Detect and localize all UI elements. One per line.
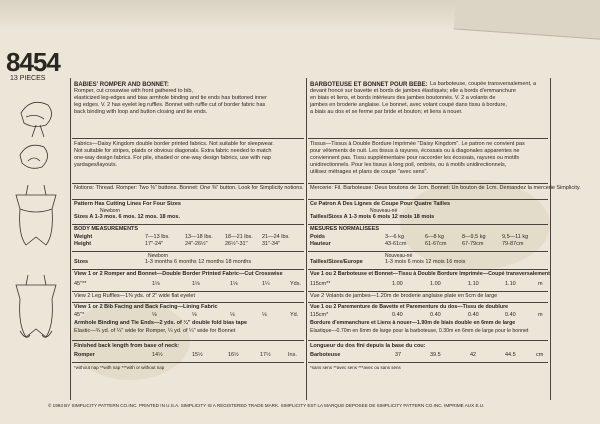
romper-sketch-2 bbox=[16, 285, 56, 337]
rule bbox=[308, 199, 548, 200]
vue1-metrage: 1.10 bbox=[505, 281, 516, 287]
rule bbox=[72, 269, 304, 270]
mesures-fr: MESURES NORMALISEES bbox=[310, 226, 380, 232]
notions-en: Notions: Thread. Romper: Two ⅜" buttons. Bonnet: One ⅜" button. Look for Simplicity notions. bbox=[74, 185, 304, 191]
weight-value: 18—21 lbs. bbox=[225, 234, 253, 240]
barboteuse-label: Barboteuse bbox=[310, 352, 341, 358]
hauteur-value: 67-79cm bbox=[462, 241, 484, 247]
romper-length: 16½ bbox=[228, 352, 239, 358]
desc-en-line: back binding with loop and button closing and tie ends. bbox=[74, 109, 208, 115]
bib-yardage: ⅛ bbox=[262, 312, 267, 318]
fabrics-en-line: yardages/layouts. bbox=[74, 162, 118, 168]
bib-yardage: ⅛ bbox=[192, 312, 197, 318]
poids-label: Poids bbox=[310, 234, 325, 240]
sizes-label: Sizes bbox=[74, 259, 89, 265]
desc-en-line: Romper, cut crosswise with front gathered to bib, bbox=[74, 88, 193, 94]
parement-metrage: 0.40 bbox=[468, 312, 479, 318]
rule bbox=[72, 291, 304, 292]
fabrics-en-line: Not suitable for stripes, plaids or obvious diagonals. Extra fabric needed to match bbox=[74, 148, 272, 154]
view2-ruffles: View 2 Leg Ruffles—1⅜ yds. of 2" wide flat eyelet bbox=[74, 293, 195, 299]
vue1-width: 115cm** bbox=[310, 281, 331, 287]
garment-sketches bbox=[6, 85, 66, 385]
tissus-fr-line: utilisez métrages et plans de coupe "avec sens". bbox=[310, 169, 428, 175]
desc-en-line: elasticized leg-edges and bias armhole binding and tie ends has buttoned inner bbox=[74, 95, 267, 101]
tissus-fr-line: conviennent pas. Tissu supplémentaire pour raccorder les écossais, rayures ou motifs bbox=[310, 155, 520, 161]
barboteuse-length: 42 bbox=[470, 352, 477, 358]
view1-yardage: 1⅛ bbox=[192, 281, 200, 287]
pieces-count: 13 PIECES bbox=[10, 75, 46, 82]
footnote-en: *without nap **with nap ***with or without nap bbox=[74, 365, 165, 370]
tailles-row: 1-3 mois 6 mois 12 mois 16 mois bbox=[385, 259, 466, 265]
mercerie-fr: Mercerie: Fil. Barboteuse: Deux boutons de 1cm. Bonnet: Un bouton de 1cm. Demandez la mercerie Simplicity. bbox=[310, 185, 581, 191]
tissus-fr-line: Tissus—Tissus à Double Bordure Imprimée "Daisy Kingdom". Le patron ne convient pas bbox=[310, 141, 525, 147]
hauteur-value: 79-87cm bbox=[502, 241, 524, 247]
frame-center bbox=[306, 78, 307, 400]
weight-value: 21—24 lbs. bbox=[262, 234, 290, 240]
desc-fr-line: devant froncé sur bavette et bords de jambes élastiqués; elle a bords d'emmanchure bbox=[310, 88, 516, 94]
rule bbox=[308, 340, 548, 341]
parement-metrage: 0.40 bbox=[430, 312, 441, 318]
romper-length: 14½ bbox=[152, 352, 163, 358]
view1-unit: Yds. bbox=[290, 281, 302, 287]
pattern-number: 8454 bbox=[6, 47, 60, 77]
view12-bib: View 1 or 2 Bib Facing and Back Facing—Lining Fabric bbox=[74, 304, 218, 310]
parement-unit: m bbox=[538, 312, 543, 318]
rule bbox=[308, 224, 548, 225]
fabrics-en-line: one-way design fabrics. For pile, shaded or one-way design fabrics, use with nap bbox=[74, 155, 271, 161]
rule bbox=[308, 251, 548, 252]
height-value: 31"-34" bbox=[262, 241, 280, 247]
romper-length: 15½ bbox=[192, 352, 203, 358]
weight-value: 7—13 lbs. bbox=[145, 234, 170, 240]
view1-yardage: 1⅛ bbox=[230, 281, 238, 287]
desc-fr-line: jambes en broderie anglaise. Le bonnet, avec volant coupé dans tissu à bordure, bbox=[310, 102, 507, 108]
armhole-binding: Armhole Binding and Tie Ends—2 yds. of ¼" double fold bias tape bbox=[74, 320, 248, 326]
paper-stain bbox=[400, 180, 550, 270]
sizes-row: 1-3 months 6 months 12 months 18 months bbox=[145, 259, 252, 265]
desc-fr-line: a biais au dos et se ferme par bride et bouton; et liens à nouer. bbox=[310, 109, 463, 115]
rule bbox=[308, 291, 548, 292]
rule bbox=[72, 251, 304, 252]
desc-fr-line: en biais et liens, et bords intérieurs des jambes boutonnés. V. 2 a volants de bbox=[310, 95, 496, 101]
rule bbox=[72, 183, 304, 184]
height-label: Height bbox=[74, 241, 92, 247]
sizes-a-newborn: Newborn bbox=[100, 208, 121, 214]
finished-length-en: Finished back length from base of neck: bbox=[74, 343, 180, 349]
frame-left bbox=[70, 78, 71, 400]
poids-value: 9,5—11 kg bbox=[502, 234, 529, 240]
height-value: 26½"-31" bbox=[225, 241, 248, 247]
vue1-metrage: 1.00 bbox=[392, 281, 403, 287]
bordure-emmanchure: Bordure d'emmanchure et Liens à nouer—1.90m de biais double en 6mm de large bbox=[310, 320, 516, 326]
tailles-a-fr: Tailles/Sizes A 1-3 mois 6 mois 12 mois 18 mois bbox=[310, 214, 435, 220]
bonnet-sketch-back bbox=[20, 145, 48, 168]
body-measurements-en: BODY MEASUREMENTS bbox=[74, 226, 139, 232]
view1-yardage: 1⅛ bbox=[152, 281, 160, 287]
bib-yardage: ⅛ bbox=[230, 312, 235, 318]
poids-value: 3—6 kg bbox=[385, 234, 404, 240]
bib-width: 45"* bbox=[74, 312, 85, 318]
rule bbox=[72, 224, 304, 225]
tailles-nouveau-ne: Nouveau-né bbox=[385, 253, 413, 259]
rule bbox=[308, 138, 548, 139]
coupe-fr: Ce Patron A Des Lignes de Coupe Pour Quatre Tailles bbox=[310, 201, 451, 207]
vue2-volants: Vue 2 Volants de jambes—1.20m de broderie anglaise plate en 5cm de large bbox=[310, 293, 498, 299]
vue1-title: Vue 1 ou 2 Barboteuse et Bonnet—Tissu à Double Bordure Imprimée—Coupé transversalement bbox=[310, 271, 550, 277]
bib-unit: Yd. bbox=[290, 312, 299, 318]
rule bbox=[72, 302, 304, 303]
tissus-fr-line: pour vêtements de nuit. Les tissus à rayures, écossais ou à diagonales apparentes ne bbox=[310, 148, 520, 154]
copyright-line: © 1993 BY SIMPLICITY PATTERN CO.INC. PRINTED IN U.S.A. SIMPLICITY IS A REGISTERED TRADE MARK. SIMPLICITY EST LA MARQUE DEPOSEE DE SIMPLICITY PATTERN CO.INC. IMPRIME AUX E.U. bbox=[48, 403, 485, 408]
bonnet-sketch-front bbox=[21, 102, 52, 126]
hauteur-value: 61-67cm bbox=[425, 241, 447, 247]
rule bbox=[308, 183, 548, 184]
title-fr: BARBOTEUSE ET BONNET POUR BEBE: bbox=[310, 82, 428, 88]
rule bbox=[72, 199, 304, 200]
view1-yardage: 1¼ bbox=[262, 281, 270, 287]
romper-sketch-1 bbox=[16, 195, 56, 245]
height-value: 17"-24" bbox=[145, 241, 163, 247]
barboteuse-length: 39.5 bbox=[430, 352, 441, 358]
vue12-parement: Vue 1 ou 2 Parementure de Bavette et Parementure du dos—Tissu de doublure bbox=[310, 304, 509, 310]
rule bbox=[308, 269, 548, 270]
hauteur-value: 43-61cm bbox=[385, 241, 407, 247]
fabrics-en-line: Fabrics—Daisy Kingdom double border printed fabrics. Not suitable for sleepwear. bbox=[74, 141, 274, 147]
longueur-fr: Longueur du dos fini depuis la base du cou: bbox=[310, 343, 426, 349]
parement-width: 115cm* bbox=[310, 312, 329, 318]
sizes-a-en: Sizes A 1-3 mos. 6 mos. 12 mos. 18 mos. bbox=[74, 214, 180, 220]
cutting-lines-en: Pattern Has Cutting Lines For Four Sizes bbox=[74, 201, 181, 207]
poids-value: 8—9,5 kg bbox=[462, 234, 486, 240]
poids-value: 6—8 kg bbox=[425, 234, 444, 240]
rule bbox=[72, 340, 304, 341]
barboteuse-length: 44.5 bbox=[505, 352, 516, 358]
sizes-newborn: Newborn bbox=[148, 253, 169, 259]
elastic-en: Elastic—¾ yd. of ¼" wide for Romper, ¼ yd. of ¼" wide for Bonnet bbox=[74, 328, 236, 334]
view1-title: View 1 or 2 Romper and Bonnet—Double Border Printed Fabric—Cut Crosswise bbox=[74, 271, 283, 277]
elastique-fr: Elastique—0.70m en 6mm de large pour la barboteuse, 0.30m en 6mm de large pour le bonnet bbox=[310, 328, 529, 334]
tissus-fr-line: unidirectionnels. Pour les tissus à long poil, ombrés, ou à motifs unidirectionnels, bbox=[310, 162, 507, 168]
rule bbox=[72, 362, 304, 363]
barboteuse-unit: cm bbox=[536, 352, 544, 358]
tailles-a-nouveau-ne: Nouveau-né bbox=[370, 208, 398, 214]
frame-right bbox=[550, 78, 551, 400]
height-value: 24"-26½" bbox=[185, 241, 208, 247]
envelope-flap bbox=[454, 0, 600, 41]
bib-yardage: ⅛ bbox=[152, 312, 157, 318]
parement-metrage: 0.40 bbox=[392, 312, 403, 318]
romper-label: Romper bbox=[74, 352, 95, 358]
romper-length: 17½ bbox=[260, 352, 271, 358]
tailles-label: Tailles/Sizes/Europe bbox=[310, 259, 363, 265]
rule bbox=[72, 138, 304, 139]
vue1-unit: m bbox=[538, 281, 543, 287]
footnote-fr: *sans sens **avec sens ***avec ou sans sens bbox=[310, 365, 401, 370]
barboteuse-length: 37 bbox=[395, 352, 402, 358]
view1-width: 45"** bbox=[74, 281, 87, 287]
desc-en-line: leg edges. V. 2 has eyelet leg ruffles. Bonnet with ruffle cut of border fabric has bbox=[74, 102, 266, 108]
title-en: BABIES' ROMPER AND BONNET: bbox=[74, 82, 169, 88]
weight-value: 13—18 lbs. bbox=[185, 234, 213, 240]
rule bbox=[308, 362, 548, 363]
weight-label: Weight bbox=[74, 234, 93, 240]
vue1-metrage: 1.00 bbox=[430, 281, 441, 287]
hauteur-label: Hauteur bbox=[310, 241, 331, 247]
vue1-metrage: 1.10 bbox=[468, 281, 479, 287]
desc-fr-line: La barboteuse, coupée transversalement, a bbox=[430, 81, 537, 87]
romper-unit: Ins. bbox=[288, 352, 297, 358]
rule bbox=[308, 302, 548, 303]
parement-metrage: 0.40 bbox=[505, 312, 516, 318]
